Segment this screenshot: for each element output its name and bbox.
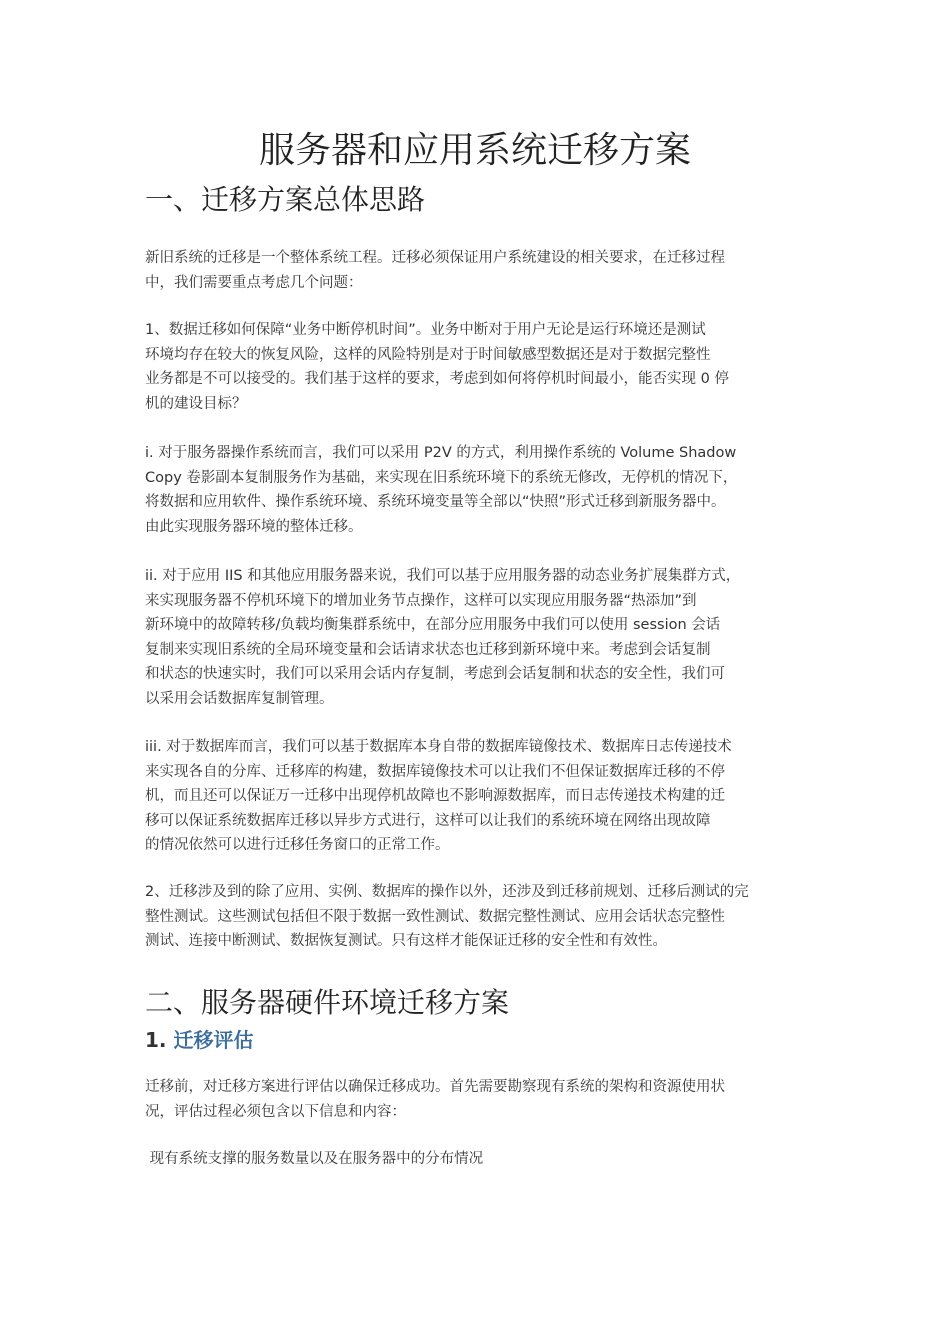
section-2-intro-paragraph (145, 1075, 725, 1124)
text-line: 1、数据迁移如何保障“业务中断停机时间”。业务中断对于用户无论是运行环境还是测试 (145, 322, 706, 338)
item-2-paragraph (145, 880, 749, 954)
item-i-paragraph (145, 441, 737, 539)
text-line: 环境均存在较大的恢复风险，这样的风险特别是对于时间敏感型数据还是对于数据完整性 (145, 346, 711, 363)
text-line: 现有系统支撑的服务数量以及在服务器中的分布情况 (145, 1151, 484, 1167)
subsection-number: 1. (145, 1028, 167, 1052)
text-line: 测试、连接中断测试、数据恢复测试。只有这样才能保证迁移的安全性和有效性。 (145, 933, 667, 949)
text-line: 来实现服务器不停机环境下的增加业务节点操作，这样可以实现应用服务器“热添加”到 (145, 592, 697, 609)
section-1-intro-paragraph (145, 246, 725, 295)
text-line: 机的建设目标？ (145, 395, 247, 412)
text-line: iii. 对于数据库而言，我们可以基于数据库本身自带的数据库镜像技术、数据库日志传递技术 (145, 739, 732, 755)
item-1-paragraph (145, 318, 729, 416)
text-line: Copy 卷影副本复制服务作为基础，来实现在旧系统环境下的系统无修改，无停机的情况下， (145, 469, 738, 486)
text-line: 将数据和应用软件、操作系统环境、系统环境变量等全部以“快照”形式迁移到新服务器中。 (145, 494, 726, 510)
text-line: 机，而且还可以保证万一迁移中出现停机故障也不影响源数据库，而日志传递技术构建的迁 (145, 788, 725, 804)
text-line: 复制来实现旧系统的全局环境变量和会话请求状态也迁移到新环境中来。考虑到会话复制 (145, 641, 711, 658)
text-line: 2、迁移涉及到的除了应用、实例、数据库的操作以外，还涉及到迁移前规划、迁移后测试的完 (145, 884, 749, 900)
bullet-paragraph (145, 1147, 483, 1172)
text-line: 以采用会话数据库复制管理。 (145, 690, 334, 707)
section-2-heading: 二、服务器硬件环境迁移方案 (145, 986, 510, 1019)
text-line: 移可以保证系统数据库迁移以异步方式进行，这样可以让我们的系统环境在网络出现故障 (145, 812, 711, 829)
text-line: 新旧系统的迁移是一个整体系统工程。迁移必须保证用户系统建设的相关要求，在迁移过程 (145, 250, 725, 266)
text-line: 来实现各自的分库、迁移库的构建，数据库镜像技术可以让我们不但保证数据库迁移的不停 (145, 763, 725, 780)
text-line: 况，评估过程必须包含以下信息和内容： (145, 1103, 406, 1120)
text-line: 由此实现服务器环境的整体迁移。 (145, 518, 363, 535)
text-line: 业务都是不可以接受的。我们基于这样的要求，考虑到如何将停机时间最小，能否实现 0 停 (145, 371, 729, 387)
item-iii-paragraph (145, 735, 732, 858)
text-line: 整性测试。这些测试包括但不限于数据一致性测试、数据完整性测试、应用会话状态完整性 (145, 908, 725, 925)
text-line: i. 对于服务器操作系统而言，我们可以采用 P2V 的方式，利用操作系统的 Volume Shadow (145, 445, 737, 461)
text-line: 的情况依然可以进行迁移任务窗口的正常工作。 (145, 837, 450, 853)
subsection-1-heading (145, 1026, 253, 1054)
text-line: 和状态的快速实时，我们可以采用会话内存复制，考虑到会话复制和状态的安全性，我们可 (145, 666, 725, 682)
subsection-title: 迁移评估 (173, 1028, 254, 1052)
text-line: ii. 对于应用 IIS 和其他应用服务器来说，我们可以基于应用服务器的动态业务扩展集群方式， (145, 568, 741, 584)
section-1-heading: 一、迁移方案总体思路 (145, 183, 426, 216)
document-title: 服务器和应用系统迁移方案 (258, 130, 691, 171)
text-line: 迁移前，对迁移方案进行评估以确保迁移成功。首先需要勘察现有系统的架构和资源使用状 (145, 1079, 725, 1095)
item-ii-paragraph (145, 564, 740, 711)
text-line: 新环境中的故障转移/负载均衡集群系统中，在部分应用服务中我们可以使用 session 会话 (145, 617, 721, 633)
text-line: 中，我们需要重点考虑几个问题： (145, 274, 363, 291)
